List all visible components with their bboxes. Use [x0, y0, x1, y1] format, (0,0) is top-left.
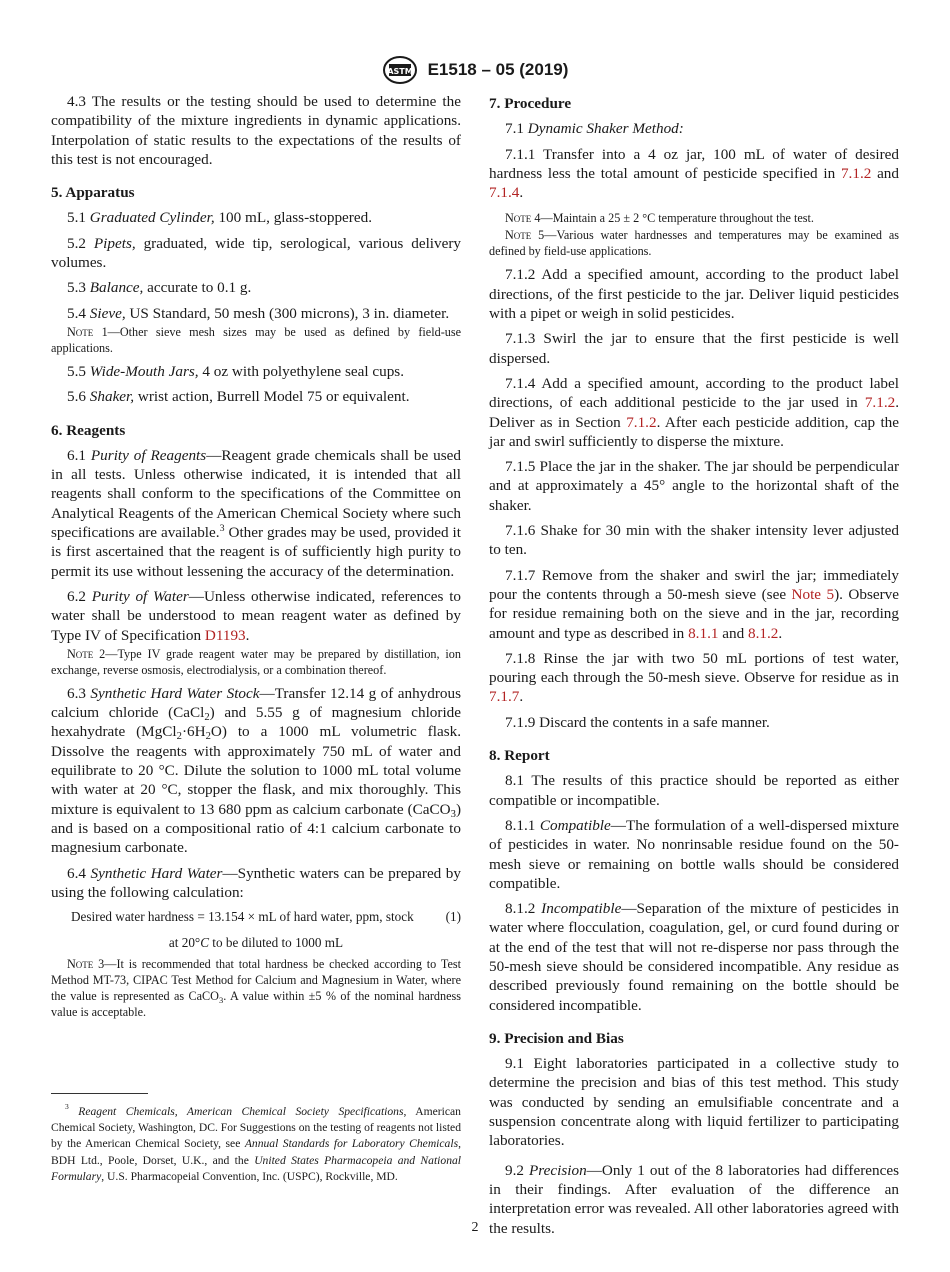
- paragraph-6-2: 6.2 Purity of Water—Unless otherwise indicated, references to water shall be understood to mean reagent water as defined by Type IV of Specification D1193.: [51, 587, 462, 644]
- paragraph-6-4: 6.4 Synthetic Hard Water—Synthetic waters can be prepared by using the following calculation:: [51, 864, 461, 901]
- note-1: Note 1—Other sieve mesh sizes may be used as defined by field-use applications.: [51, 324, 461, 355]
- paragraph-5-1: 5.1 Graduated Cylinder, 100 mL, glass-stoppered.: [67, 209, 372, 227]
- note-3: Note 3—It is recommended that total hardness be checked according to Test Method MT-73, CIPAC Test Method for Calcium and Magnesium in Water, where the value is represented as CaCO$_3$. A value within ±5 % of the nominal hardness value is acceptable.: [51, 957, 462, 1020]
- paragraph-7-1-1: 7.1.1 Transfer into a 4 oz jar, 100 mL of water of desired hardness less the total amount of pesticide specified in 7.1.2 and 7.1.4.: [489, 145, 899, 202]
- section-9-heading: 9. Precision and Bias: [489, 1029, 624, 1047]
- section-5-heading: 5. Apparatus: [51, 184, 135, 202]
- left-column: [51, 92, 461, 1026]
- link-8-1-1[interactable]: 8.1.1: [688, 624, 719, 642]
- astm-logo-icon: [382, 55, 418, 85]
- footnote-3: $^3$ Reagent Chemicals, American Chemical Society Specifications, American Chemical Society, Washington, DC. For Suggestions on the testing of reagents not listed by the American Chemical Society, see Annual Standards for Laboratory Chemicals, BDH Ltd., Poole, Dorset, U.K., and the United States Pharmacopeia and National Formulary, U.S. Pharmacopeial Convention, Inc. (USPC), Rockville, MD.: [51, 1102, 462, 1183]
- paragraph-9-1: 9.1 Eight laboratories participated in a collective study to determine the precision and bias of this test method. This study was conducted by sending an emulsifiable concentrate and a suspension concentrate along with liquid fertilizer to participating laboratories.: [489, 1055, 899, 1150]
- link-7-1-4[interactable]: 7.1.4: [489, 184, 520, 202]
- paragraph-7-1-3: 7.1.3 Swirl the jar to ensure that the first pesticide is well dispersed.: [489, 330, 899, 367]
- paragraph-6-1: 6.1 Purity of Reagents—Reagent grade chemicals shall be used in all tests. Unless otherwise indicated, it is intended that all reagents shall conform to the specifications of the Committee on Analytical Reagents of the American Chemical Society where such specifications are available.$^3$ Other grades may be used, provided it is first ascertained that the reagent is of sufficiently high purity to permit its use without lessening the accuracy of the determination.: [51, 446, 462, 580]
- page-number: 2: [471, 1220, 479, 1235]
- link-7-1-2[interactable]: 7.1.2: [840, 164, 872, 182]
- paragraph-5-3: 5.3 Balance, accurate to 0.1 g.: [67, 279, 252, 297]
- paragraph-8-1-1: 8.1.1 Compatible—The formulation of a well-dispersed mixture of pesticides in water. No nonrinsable residue found on the 50-mesh sieve or remaining on bottle walls should be considered compatible.: [489, 816, 900, 892]
- paragraph-7-1-9: 7.1.9 Discard the contents in a safe manner.: [505, 713, 770, 731]
- paragraph-7-1-2: 7.1.2 Add a specified amount, according to the product label directions, of the first pesticide to the jar. Deliver liquid pesticides with a pipet or weigh in solid pesticides.: [489, 266, 899, 323]
- paragraph-6-3: 6.3 Synthetic Hard Water Stock—Transfer 12.14 g of anhydrous calcium chloride (CaCl$_2$) and 5.55 g of magnesium chloride hexahydrate $(MgCl_2\cdot 6H_2O)$ to a 1000 mL volumetric flask. Dissolve the reagents with approximately 750 mL of water and equilibrate to 20 °C. Dilute the solution to 1000 mL total volume with water at 20 °C, stopper the flask, and mix thoroughly. This mixture is equivalent to 13 680 ppm as calcium carbonate (CaCO$_3$) and is based on a compositional ratio of 4:1 calcium carbonate to magnesium carbonate.: [51, 684, 462, 857]
- equation-1: Desired water hardness = 13.154 × mL of hard water, ppm, stock (1) at 20°C to be diluted to 1000 mL: [71, 909, 461, 951]
- link-d1193[interactable]: D1193: [204, 626, 246, 644]
- paragraph-7-1-6: 7.1.6 Shake for 30 min with the shaker intensity lever adjusted to ten.: [489, 522, 899, 559]
- paragraph-5-2: 5.2 Pipets, graduated, wide tip, serological, various delivery volumes.: [51, 234, 462, 272]
- link-8-1-2[interactable]: 8.1.2: [747, 624, 779, 642]
- paragraph-7-1-4: 7.1.4 Add a specified amount, according to the product label directions, of each additional pesticide to the jar used in 7.1.2. Deliver as in Section 7.1.2. After each pesticide addition, cap the jar and swirl sufficiently to disperse the mixture.: [489, 374, 899, 450]
- footnote-rule: [51, 1093, 148, 1094]
- footnote-ref-3: 3: [219, 523, 225, 535]
- paragraph-5-4: 5.4 Sieve, US Standard, 50 mesh (300 microns), 3 in. diameter.: [67, 304, 450, 322]
- section-7-heading: 7. Procedure: [489, 95, 572, 112]
- right-column: [489, 92, 899, 1244]
- note-2: Note 2—Type IV grade reagent water may be prepared by distillation, ion exchange, reverse osmosis, electrodialysis, or a combination thereof.: [51, 646, 461, 677]
- link-7-1-2[interactable]: 7.1.2: [864, 394, 896, 412]
- paragraph-4-3: 4.3 The results or the testing should be used to determine the compatibility of the mixture ingredients in dynamic applications. Interpolation of static results to the expectations of the results of this test is not encouraged.: [51, 93, 461, 168]
- paragraph-7-1-7: 7.1.7 Remove from the shaker and swirl the jar; immediately pour the contents through a 50-mesh sieve (see Note 5). Observe for residue remaining both on the sieve and in the jar, recording amount and type as described in 8.1.1 and 8.1.2.: [489, 566, 899, 642]
- page-header: [0, 55, 950, 85]
- svg-text:ASTM: ASTM: [386, 67, 413, 76]
- equation-number: (1): [445, 909, 461, 925]
- paragraph-5-5: 5.5 Wide-Mouth Jars, 4 oz with polyethylene seal cups.: [67, 362, 405, 380]
- paragraph-8-1-2: 8.1.2 Incompatible—Separation of the mixture of pesticides in water where flocculation, coagulation, gel, or curd found during or at the end of the test that will not re-disperse nor pass through the 50-mesh sieve should be considered incompatible. Any residue as described previously found remaining on the bottle should be considered incompatible.: [489, 900, 900, 1014]
- section-8-heading: 8. Report: [489, 747, 550, 765]
- paragraph-7-1-5: 7.1.5 Place the jar in the shaker. The jar should be perpendicular and at approximately a 45° angle to the horizontal shaft of the shaker.: [489, 458, 899, 514]
- standard-designation: E1518 – 05 (2019): [427, 60, 569, 79]
- link-note-5[interactable]: Note 5: [791, 585, 835, 603]
- note-5: Note 5—Various water hardnesses and temperatures may be examined as defined by field-use applications.: [489, 228, 899, 259]
- paragraph-7-1: 7.1 Dynamic Shaker Method:: [505, 120, 684, 138]
- section-6-heading: 6. Reagents: [51, 421, 126, 439]
- link-7-1-7[interactable]: 7.1.7: [489, 688, 520, 706]
- paragraph-9-2: 9.2 Precision—Only 1 out of the 8 laboratories had differences in their findings. After evaluation of the difference an interpretation error was revealed. All other laboratories agreed with the results.: [489, 1161, 899, 1237]
- paragraph-8-1: 8.1 The results of this practice should be reported as either compatible or incompatible.: [489, 772, 899, 809]
- note-4: Note 4—Maintain a 25 ± 2 °C temperature throughout the test.: [505, 211, 814, 226]
- link-7-1-2[interactable]: 7.1.2: [626, 413, 657, 431]
- paragraph-5-6: 5.6 Shaker, wrist action, Burrell Model 75 or equivalent.: [67, 388, 410, 406]
- paragraph-7-1-8: 7.1.8 Rinse the jar with two 50 mL portions of test water, pouring each through the 50-mesh sieve. Observe for residue as in 7.1.7.: [489, 649, 899, 706]
